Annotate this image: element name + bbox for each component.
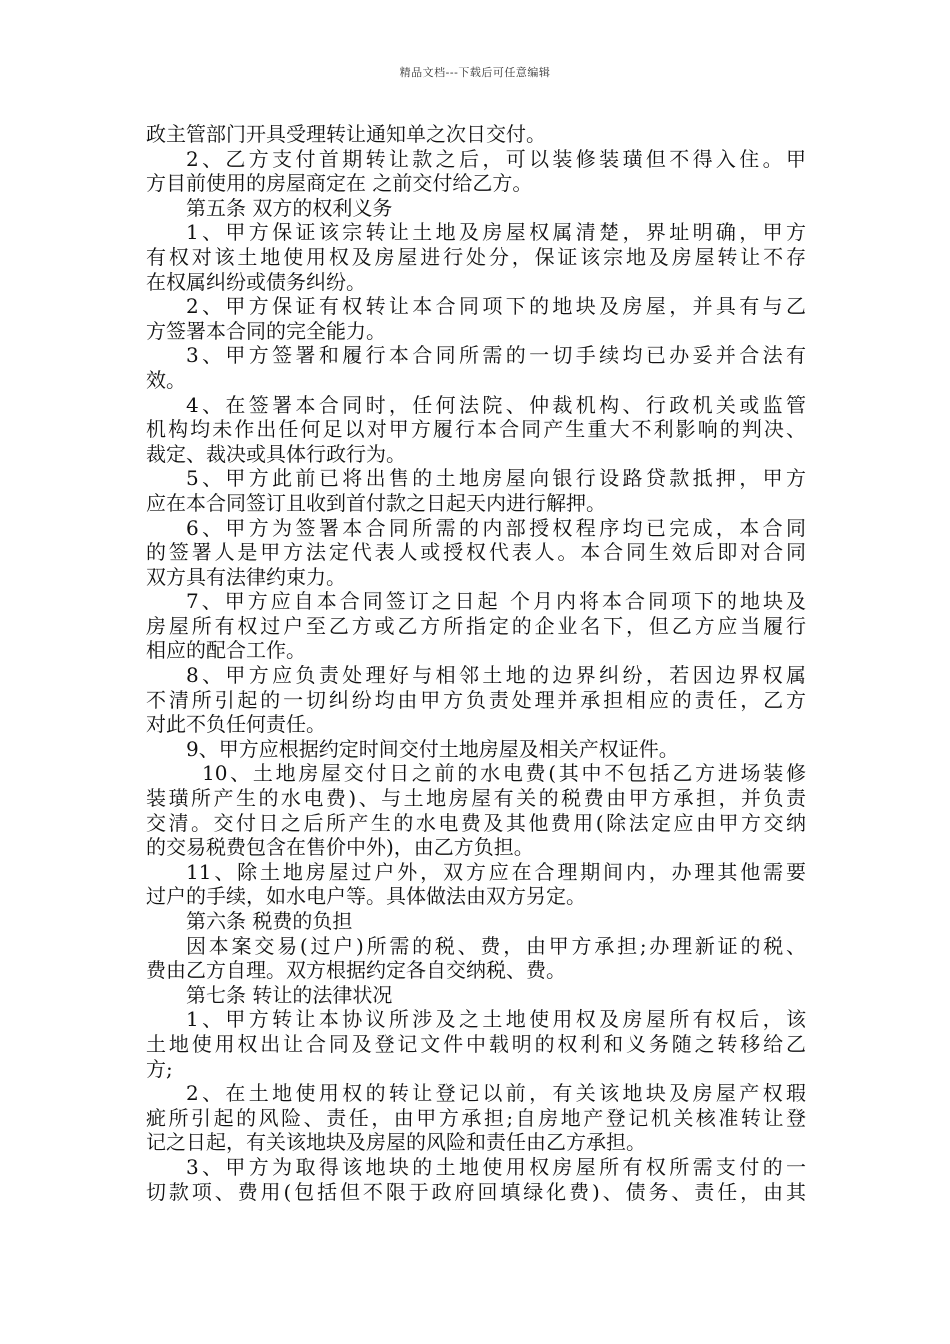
section-heading: 第七条 转让的法律状况	[186, 982, 393, 1007]
text-line: 相应的配合工作。	[146, 638, 306, 663]
text-line: 裁定、裁决或具体行政行为。	[146, 441, 406, 466]
text-line: 8、甲方应负责处理好与相邻土地的边界纠纷，若因边界权属	[186, 663, 806, 688]
text-line: 土地使用权出让合同及登记文件中载明的权利和义务随之转移给乙	[146, 1031, 806, 1056]
text-line: 1、甲方转让本协议所涉及之土地使用权及房屋所有权后，该	[186, 1007, 806, 1032]
text-line: 对此不负任何责任。	[146, 712, 326, 737]
text-line: 9、甲方应根据约定时间交付土地房屋及相关产权证件。	[186, 736, 679, 761]
text-line: 11、除土地房屋过户外，双方应在合理期间内，办理其他需要	[186, 859, 806, 884]
text-line: 在权属纠纷或债务纠纷。	[146, 269, 366, 294]
text-line: 政主管部门开具受理转让通知单之次日交付。	[146, 122, 546, 146]
text-line: 效。	[146, 367, 186, 392]
text-line: 2、乙方支付首期转让款之后，可以装修装璜但不得入住。甲	[186, 146, 806, 171]
text-line: 的交易税费包含在售价中外)，由乙方负担。	[146, 835, 534, 860]
text-line: 切款项、费用(包括但不限于政府回填绿化费)、债务、责任，由其	[146, 1179, 806, 1204]
text-line: 4、在签署本合同时，任何法院、仲裁机构、行政机关或监管	[186, 392, 806, 417]
text-line: 应在本合同签订且收到首付款之日起天内进行解押。	[146, 490, 606, 515]
text-line: 方目前使用的房屋商定在 之前交付给乙方。	[146, 171, 533, 196]
text-line: 6、甲方为签署本合同所需的内部授权程序均已完成，本合同	[186, 515, 806, 540]
text-line: 装璜所产生的水电费)、与土地房屋有关的税费由甲方承担，并负责	[146, 786, 806, 811]
text-line: 7、甲方应自本合同签订之日起 个月内将本合同项下的地块及	[186, 589, 806, 614]
text-line: 3、甲方签署和履行本合同所需的一切手续均已办妥并合法有	[186, 343, 806, 368]
text-line: 交清。交付日之后所产生的水电费及其他费用(除法定应由甲方交纳	[146, 810, 806, 835]
text-line: 10、土地房屋交付日之前的水电费(其中不包括乙方进场装修	[202, 761, 806, 786]
text-line: 双方具有法律约束力。	[146, 564, 346, 589]
text-line: 的签署人是甲方法定代表人或授权代表人。本合同生效后即对合同	[146, 540, 806, 565]
section-heading: 第五条 双方的权利义务	[186, 195, 393, 220]
page-header: 精品文档---下载后可任意编辑	[399, 66, 551, 79]
text-line: 过户的手续，如水电户等。具体做法由双方另定。	[146, 884, 586, 909]
text-line: 2、在土地使用权的转让登记以前，有关该地块及房屋产权瑕	[186, 1081, 806, 1106]
text-line: 方签署本合同的完全能力。	[146, 318, 386, 343]
document-body	[146, 122, 806, 1204]
text-line: 费由乙方自理。双方根据约定各自交纳税、费。	[146, 958, 566, 983]
text-line: 1、甲方保证该宗转让土地及房屋权属清楚，界址明确，甲方	[186, 220, 806, 245]
text-line: 2、甲方保证有权转让本合同项下的地块及房屋，并具有与乙	[186, 294, 806, 319]
text-line: 因本案交易(过户)所需的税、费，由甲方承担;办理新证的税、	[186, 933, 806, 958]
text-line: 疵所引起的风险、责任，由甲方承担;自房地产登记机关核准转让登	[146, 1105, 806, 1130]
text-line: 5、甲方此前已将出售的土地房屋向银行设路贷款抵押，甲方	[186, 466, 806, 491]
text-line: 方;	[146, 1056, 173, 1081]
text-line: 不清所引起的一切纠纷均由甲方负责处理并承担相应的责任，乙方	[146, 687, 806, 712]
text-line: 房屋所有权过户至乙方或乙方所指定的企业名下，但乙方应当履行	[146, 613, 806, 638]
text-line: 3、甲方为取得该地块的土地使用权房屋所有权所需支付的一	[186, 1154, 806, 1179]
text-line: 机构均未作出任何足以对甲方履行本合同产生重大不利影响的判决、	[146, 417, 806, 442]
text-line: 记之日起，有关该地块及房屋的风险和责任由乙方承担。	[146, 1130, 646, 1155]
text-line: 有权对该土地使用权及房屋进行处分，保证该宗地及房屋转让不存	[146, 244, 806, 269]
section-heading: 第六条 税费的负担	[186, 909, 353, 933]
